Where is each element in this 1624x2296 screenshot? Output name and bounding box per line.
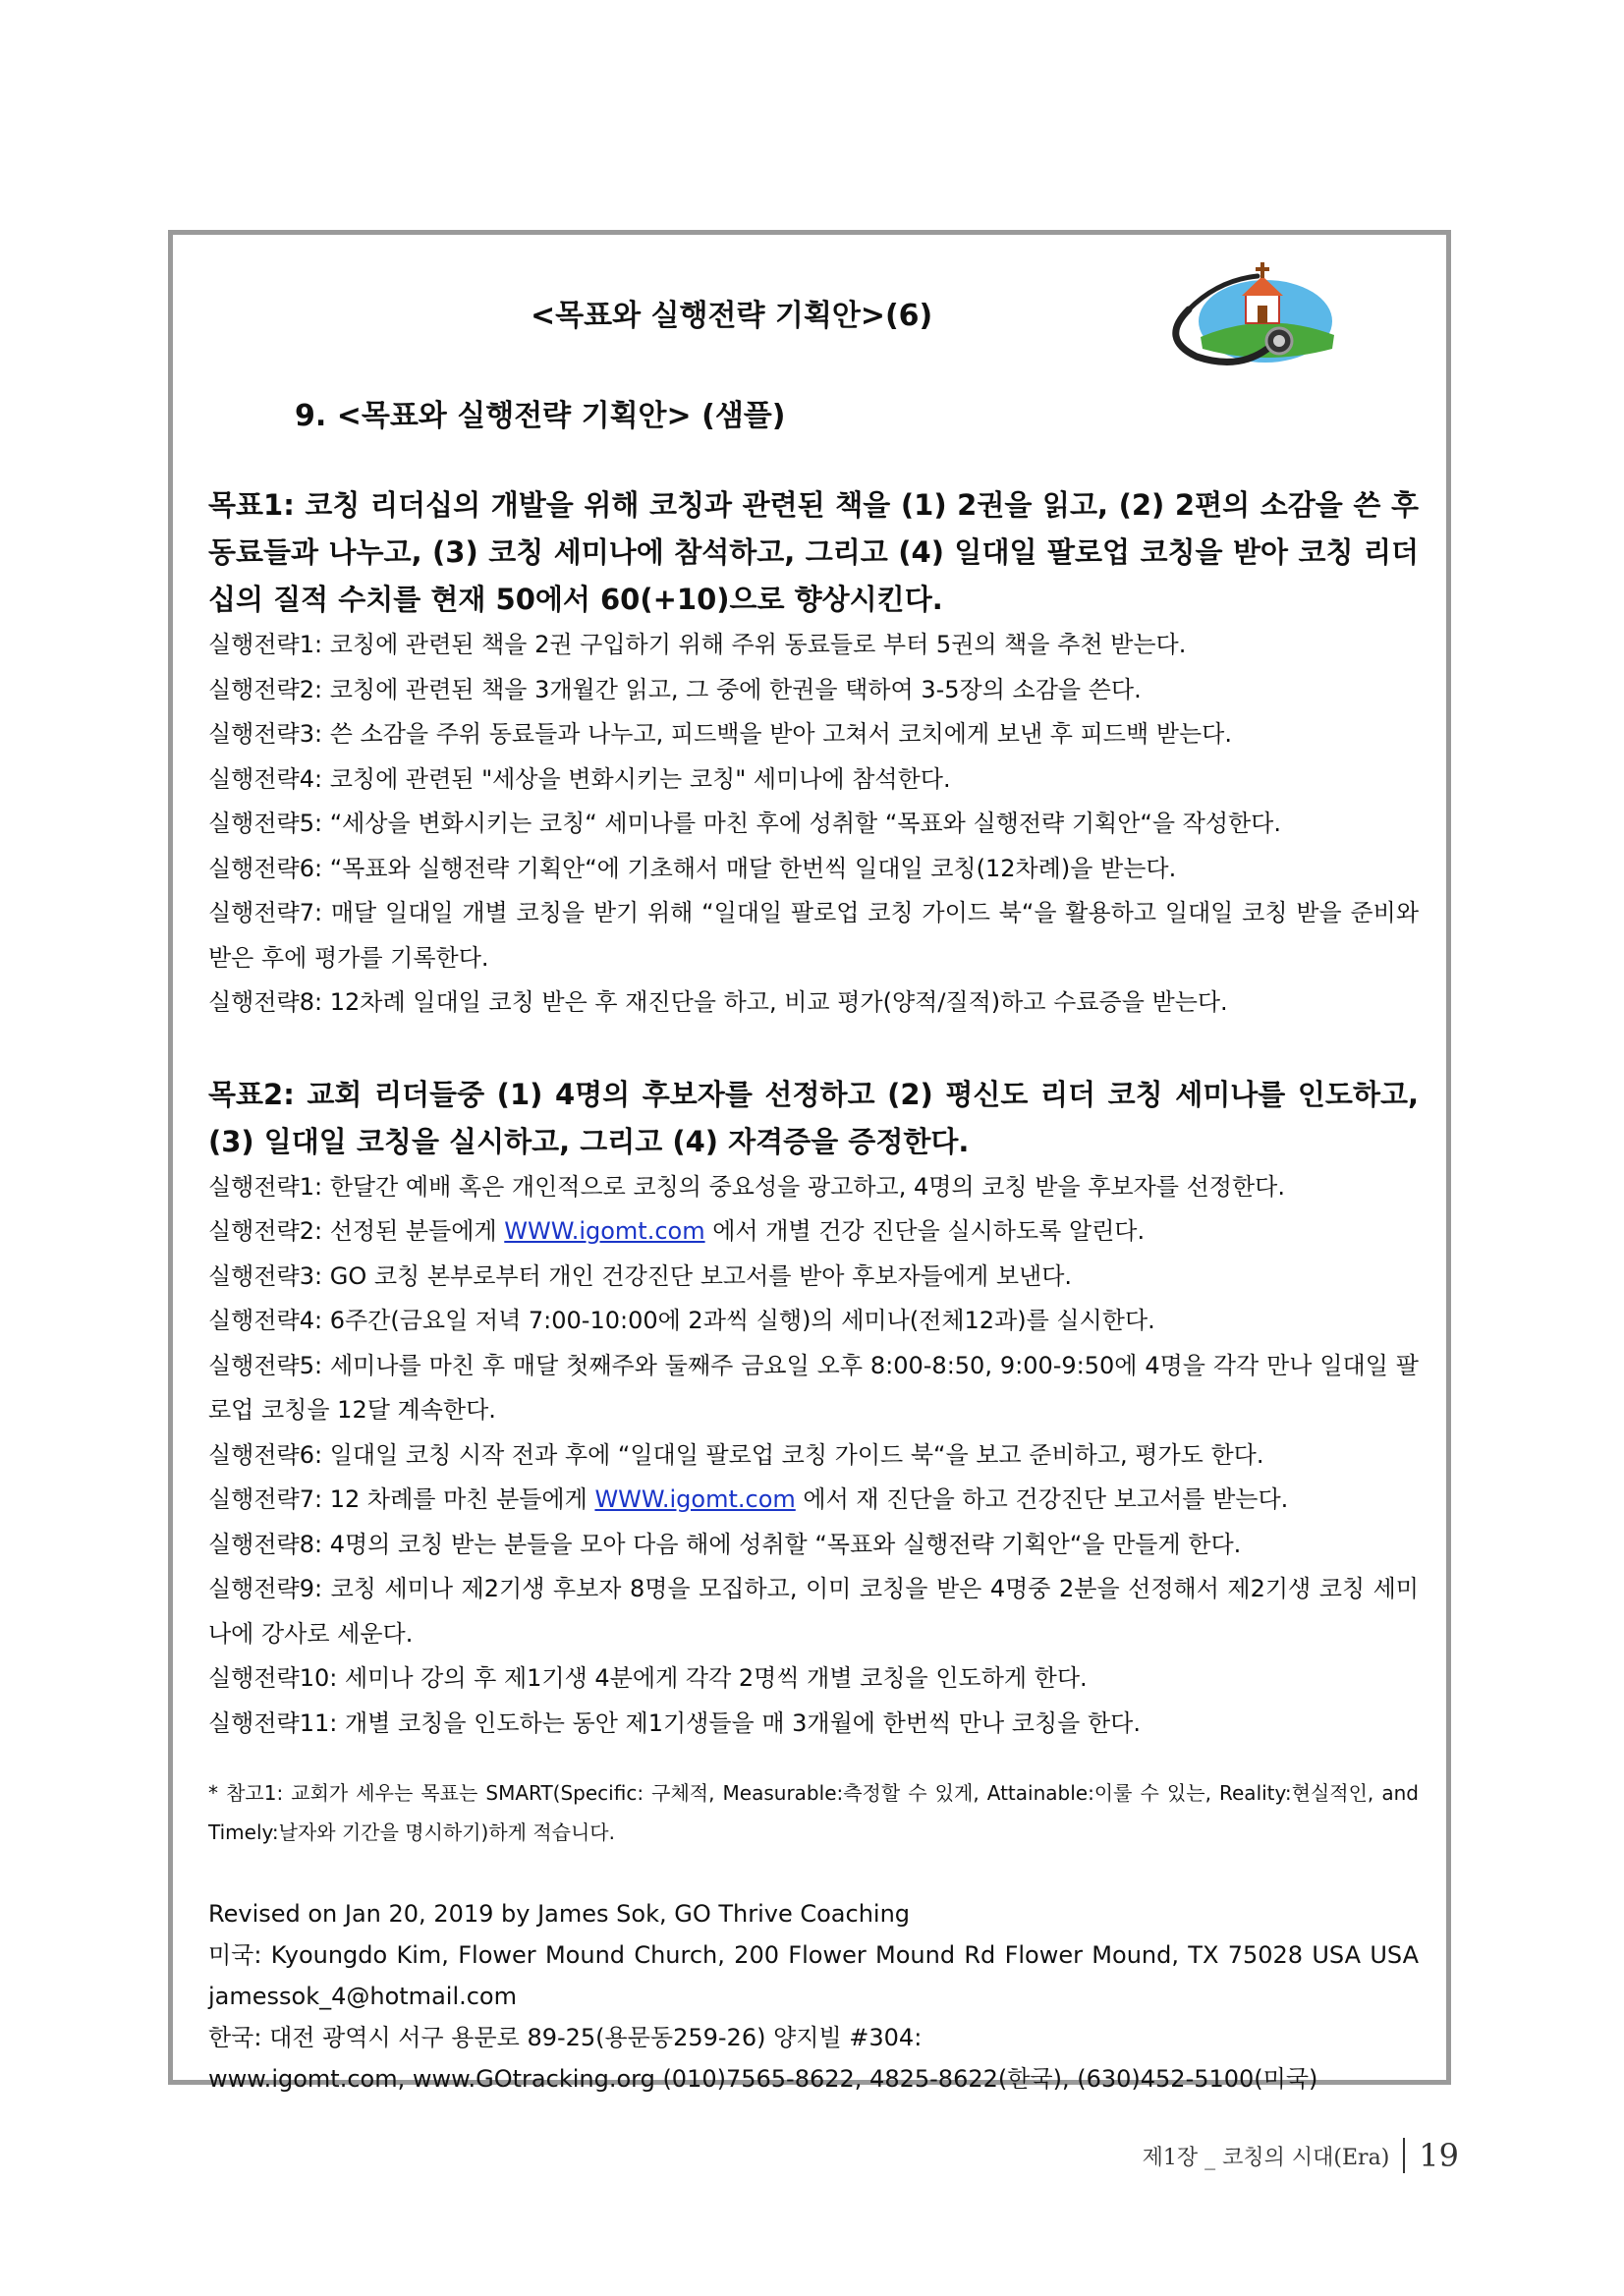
goal-1-strategy-8: 실행전략8: 12차례 일대일 코칭 받은 후 재진단을 하고, 비교 평가(양적/질적)하고 수료증을 받는다. — [208, 988, 1228, 1016]
goal-1-strategy-6: 실행전략6: “목표와 실행전략 기획안“에 기초해서 매달 한번씩 일대일 코칭(12차례)을 받는다. — [208, 854, 1177, 882]
goal-2-strategy-8: 실행전략8: 4명의 코칭 받는 분들을 모아 다음 해에 성취할 “목표와 실행전략 기획안“을 만들게 한다. — [208, 1530, 1242, 1558]
goal-2-strategy-1: 실행전략1: 한달간 예배 혹은 개인적으로 코칭의 중요성을 광고하고, 4명의 코칭 받을 후보자를 선정한다. — [208, 1172, 1285, 1201]
goal-2-strategy-5: 실행전략5: 세미나를 마친 후 매달 첫째주와 둘째주 금요일 오후 8:00-8:50, 9:00-9:50에 4명을 각각 만나 일대일 팔로업 코칭을 12달 계속한다. — [208, 1351, 1419, 1424]
goal-2-strategy-10: 실행전략10: 세미나 강의 후 제1기생 4분에게 각각 2명씩 개별 코칭을 인도하게 한다. — [208, 1664, 1088, 1692]
strategy-text: 에서 재 진단을 하고 건강진단 보고서를 받는다. — [795, 1485, 1289, 1513]
goal-1-strategy-1: 실행전략1: 코칭에 관련된 책을 2권 구입하기 위해 주위 동료들로 부터 5권의 책을 추천 받는다. — [208, 631, 1187, 658]
goal-2-heading: 목표2: 교회 리더들중 (1) 4명의 후보자를 선정하고 (2) 평신도 리더 코칭 세미나를 인도하고, (3) 일대일 코칭을 실시하고, 그리고 (4) 자격증을 증정한다. — [208, 1077, 1419, 1158]
goal-2-strategy-7 — [208, 1478, 1419, 1523]
chapter-label: 제1장 _ 코칭의 시대(Era) — [1142, 2145, 1390, 2170]
footer-divider — [1403, 2138, 1405, 2173]
igomt-link[interactable]: WWW.igomt.com — [594, 1485, 796, 1513]
goal-1-strategy-2: 실행전략2: 코칭에 관련된 책을 3개월간 읽고, 그 중에 한권을 택하여 3-5장의 소감을 쓴다. — [208, 675, 1142, 703]
goal-2-strategy-11: 실행전략11: 개별 코칭을 인도하는 동안 제1기생들을 매 3개월에 한번씩 만나 코칭을 한다. — [208, 1708, 1141, 1737]
goal-2-strategy-3: 실행전략3: GO 코칭 본부로부터 개인 건강진단 보고서를 받아 후보자들에게 보낸다. — [208, 1261, 1073, 1290]
goal-2-strategy-4: 실행전략4: 6주간(금요일 저녁 7:00-10:00에 2과씩 실행)의 세미나(전체12과)를 실시한다. — [208, 1307, 1155, 1334]
page-footer — [1143, 2137, 1459, 2174]
reference-note: * 참고1: 교회가 세우는 목표는 SMART(Specific: 구체적, Measurable:측정할 수 있게, Attainable:이룰 수 있는, Reality:현실적인, and Timely:날자와 기간을 명시하기)하게 적습니다. — [208, 1781, 1419, 1844]
contact-info — [208, 1893, 1419, 2100]
korea-address: 한국: 대전 광역시 서구 용문로 89-25(용문동259-26) 양지빌 #304: — [208, 2024, 923, 2051]
goal-1-strategy-3: 실행전략3: 쓴 소감을 주위 동료들과 나누고, 피드백을 받아 고쳐서 코치에게 보낸 후 피드백 받는다. — [208, 720, 1232, 748]
usa-address: 미국: Kyoungdo Kim, Flower Mound Church, 200 Flower Mound Rd Flower Mound, TX 75028 USA USA — [208, 1941, 1419, 1969]
goal-1-heading: 목표1: 코칭 리더십의 개발을 위해 코칭과 관련된 책을 (1) 2권을 읽고, (2) 2편의 소감을 쓴 후 동료들과 나누고, (3) 코칭 세미나에 참석하고, 그리고 (4) 일대일 팔로업 코칭을 받아 코칭 리더십의 질적 수치를 현재 50에서 60(+10)으로 향상시킨다. — [208, 488, 1419, 616]
email-line: jamessok_4@hotmail.com — [208, 1983, 517, 2010]
page-number: 19 — [1419, 2137, 1459, 2174]
goal-1-strategy-7: 실행전략7: 매달 일대일 개별 코칭을 받기 위해 “일대일 팔로업 코칭 가이드 북“을 활용하고 일대일 코칭 받을 준비와 받은 후에 평가를 기록한다. — [208, 899, 1419, 972]
goal-2-strategy-9: 실행전략9: 코칭 세미나 제2기생 후보자 8명을 모집하고, 이미 코칭을 받은 4명중 2분을 선정해서 제2기생 코칭 세미나에 강사로 세운다. — [208, 1575, 1419, 1648]
document-body — [208, 481, 1419, 2100]
revised-line: Revised on Jan 20, 2019 by James Sok, GO Thrive Coaching — [208, 1900, 911, 1928]
goal-2-strategy-2 — [208, 1209, 1419, 1255]
strategy-text: 에서 개별 건강 진단을 실시하도록 알린다. — [704, 1217, 1146, 1245]
goal-2-strategy-6: 실행전략6: 일대일 코칭 시작 전과 후에 “일대일 팔로업 코칭 가이드 북“을 보고 준비하고, 평가도 한다. — [208, 1440, 1264, 1469]
stethoscope-church-icon — [1149, 251, 1346, 378]
igomt-link[interactable]: WWW.igomt.com — [504, 1217, 705, 1245]
strategy-text: 실행전략2: 선정된 분들에게 — [208, 1217, 505, 1245]
websites-phones: www.igomt.com, www.GOtracking.org (010)7565-8622, 4825-8622(한국), (630)452-5100(미국) — [208, 2065, 1318, 2093]
document-title: <목표와 실행전략 기획안>(6) — [531, 299, 933, 333]
goal-1-strategy-5: 실행전략5: “세상을 변화시키는 코칭“ 세미나를 마친 후에 성취할 “목표와 실행전략 기획안“을 작성한다. — [208, 810, 1281, 837]
strategy-text: 실행전략7: 12 차례를 마친 분들에게 — [208, 1485, 595, 1513]
section-subtitle: 9. <목표와 실행전략 기획안> (샘플) — [295, 399, 786, 433]
goal-1-strategy-4: 실행전략4: 코칭에 관련된 "세상을 변화시키는 코칭" 세미나에 참석한다. — [208, 764, 951, 793]
